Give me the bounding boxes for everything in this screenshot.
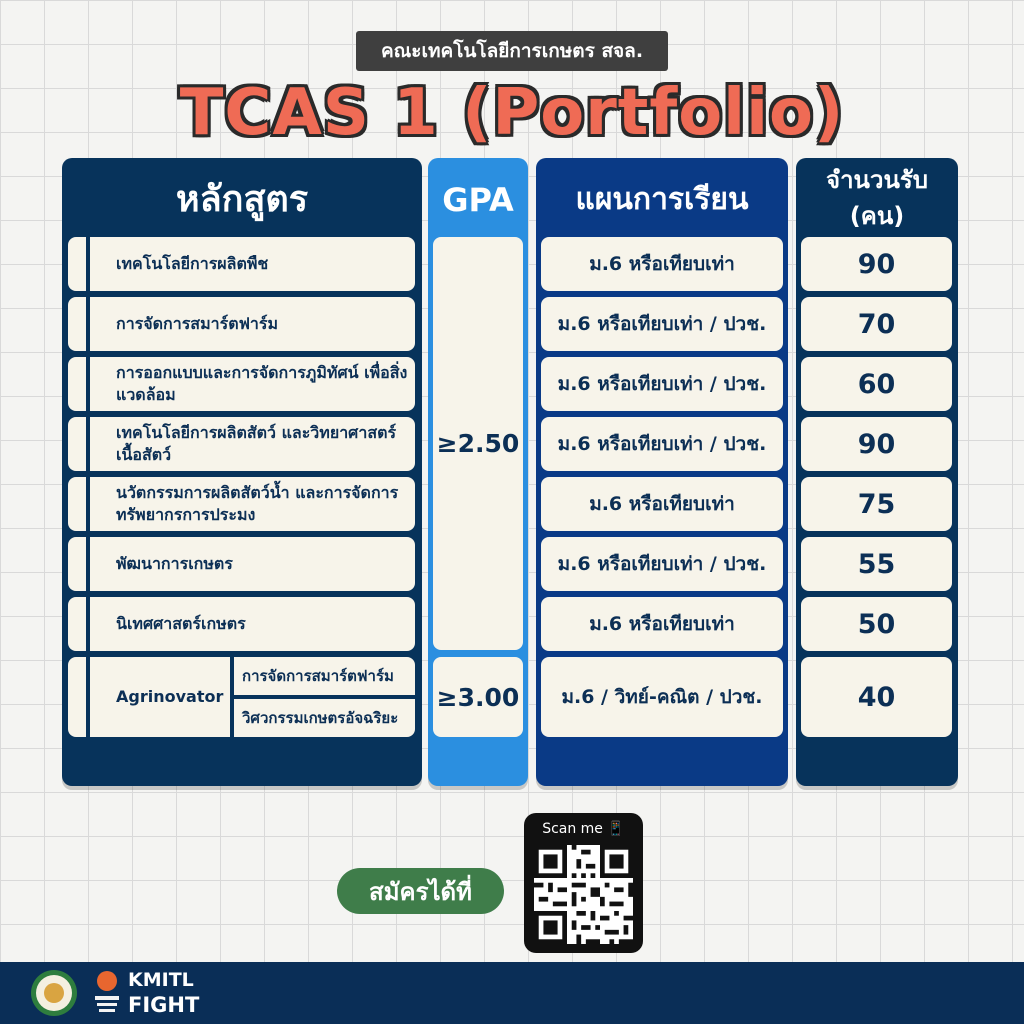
plan-cell: ม.6 หรือเทียบเท่า / ปวช. <box>541 537 783 591</box>
faculty-subtitle: คณะเทคโนโลยีการเกษตร สจล. <box>356 31 668 71</box>
plan-cell: ม.6 หรือเทียบเท่า / ปวช. <box>541 297 783 351</box>
gpa-column-header: GPA <box>442 180 514 219</box>
plan-cell: ม.6 หรือเทียบเท่า <box>541 237 783 291</box>
count-column-header: จำนวนรับ <box>826 166 928 195</box>
page-title: TCAS 1 (Portfolio) <box>179 76 845 150</box>
gpa-cell-agrinovator: ≥3.00 <box>433 657 523 737</box>
kmitl-brand-line1: KMITL <box>128 969 194 991</box>
plan-cell-agrinovator: ม.6 / วิทย์-คณิต / ปวช. <box>541 657 783 737</box>
count-cell: 50 <box>801 597 952 651</box>
row-tab <box>68 597 86 651</box>
count-cell-agrinovator: 40 <box>801 657 952 737</box>
row-tab <box>68 417 86 471</box>
plan-cell: ม.6 หรือเทียบเท่า / ปวช. <box>541 357 783 411</box>
agrinovator-label: Agrinovator <box>90 657 230 737</box>
course-cell: เทคโนโลยีการผลิตพืช <box>90 237 415 291</box>
agrinovator-sub-engineering: วิศวกรรมเกษตรอัจฉริยะ <box>234 699 415 737</box>
plan-cell: ม.6 หรือเทียบเท่า <box>541 477 783 531</box>
faculty-seal-icon <box>30 969 78 1017</box>
course-cell: การจัดการสมาร์ตฟาร์ม <box>90 297 415 351</box>
course-cell: พัฒนาการเกษตร <box>90 537 415 591</box>
count-cell: 60 <box>801 357 952 411</box>
row-tab <box>68 477 86 531</box>
gpa-cell-main: ≥2.50 <box>433 237 523 650</box>
row-tab <box>68 537 86 591</box>
apply-button[interactable]: สมัครได้ที่ <box>337 868 504 914</box>
plan-cell: ม.6 หรือเทียบเท่า / ปวช. <box>541 417 783 471</box>
count-cell: 90 <box>801 417 952 471</box>
plan-column-header: แผนการเรียน <box>575 181 749 217</box>
course-cell: นวัตกรรมการผลิตสัตว์น้ำ และการจัดการทรัพยากรการประมง <box>90 477 415 531</box>
kmitl-brand-line2: FIGHT <box>128 993 200 1017</box>
count-column-header-unit: (คน) <box>849 202 905 231</box>
course-cell: นิเทศศาสตร์เกษตร <box>90 597 415 651</box>
kmitl-emblem-icon <box>92 968 122 1018</box>
row-tab <box>68 657 86 737</box>
count-cell: 70 <box>801 297 952 351</box>
count-cell: 75 <box>801 477 952 531</box>
row-tab <box>68 357 86 411</box>
agrinovator-sub-smartfarm: การจัดการสมาร์ตฟาร์ม <box>234 657 415 695</box>
row-tab <box>68 237 86 291</box>
course-column-header: หลักสูตร <box>175 179 309 221</box>
count-cell: 90 <box>801 237 952 291</box>
plan-cell: ม.6 หรือเทียบเท่า <box>541 597 783 651</box>
scan-me-label: Scan me 📱 <box>542 821 625 837</box>
row-tab <box>68 297 86 351</box>
footer-bar <box>0 962 1024 1024</box>
count-cell: 55 <box>801 537 952 591</box>
course-cell: เทคโนโลยีการผลิตสัตว์ และวิทยาศาสตร์เนื้อสัตว์ <box>90 417 415 471</box>
qr-code-card[interactable] <box>524 813 643 953</box>
qr-code[interactable] <box>534 845 633 944</box>
course-cell: การออกแบบและการจัดการภูมิทัศน์ เพื่อสิ่งแวดล้อม <box>90 357 415 411</box>
